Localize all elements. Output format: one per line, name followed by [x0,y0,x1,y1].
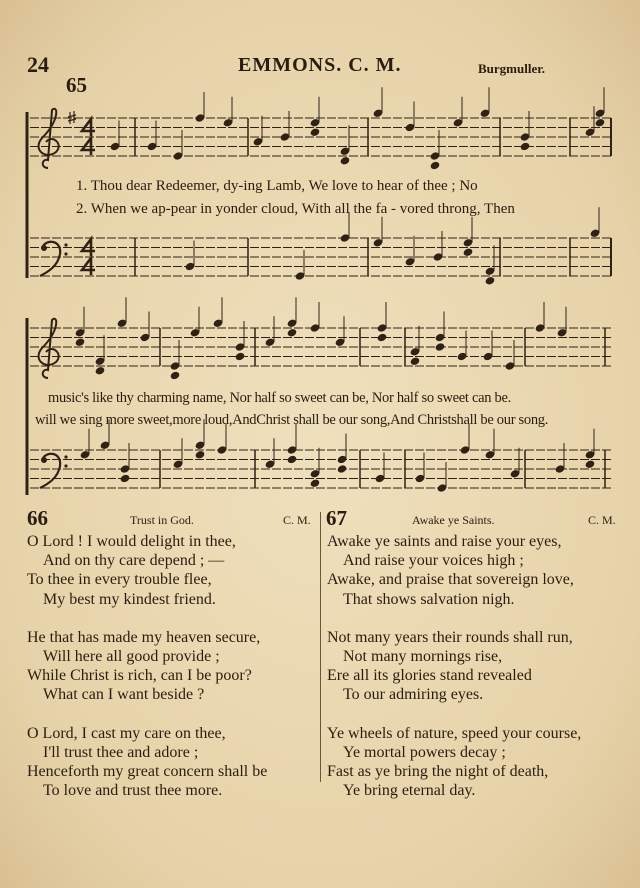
verse-line: Henceforth my great concern shall be [27,763,268,781]
verse-line: Not many mornings rise, [343,648,503,666]
note-head [309,478,320,488]
stanza [327,532,581,609]
note-head [74,337,85,347]
note-head [594,118,605,128]
verse-line: To love and trust thee more. [43,782,223,800]
stanza [27,628,267,705]
verse-line: To our admiring eyes. [343,686,484,704]
bass-clef-icon [64,455,67,458]
hymn-title: Awake ye Saints. [412,513,495,527]
verse-line: To thee in every trouble flee, [27,571,212,589]
note-head [336,464,347,474]
note-head [94,366,105,376]
stanza [327,628,581,705]
verse-line: While Christ is rich, can I be poor? [27,667,252,685]
verse-line: He that has made my heaven secure, [27,628,261,646]
note-head [286,455,297,465]
note-head [339,156,350,166]
hymn-number: 67 [326,506,347,530]
bass-clef-icon [64,243,67,246]
note-head [519,142,530,152]
lyric-verse1-line1: 1. Thou dear Redeemer, dy-ing Lamb, We love to hear of thee ; No [76,178,478,194]
note-head [234,352,245,362]
verse-line: That shows salvation nigh. [343,590,515,608]
verse-line: Awake ye saints and raise your eyes, [327,533,562,550]
note-head [194,450,205,460]
verse-line: O Lord, I cast my care on thee, [27,724,226,742]
lyric-verse2-line1: 2. When we ap-pear in yonder cloud, With all the fa - vored throng, Then [76,201,515,217]
verse-line: Ye bring eternal day. [343,782,476,800]
hymn-title: Trust in God. [130,513,194,527]
note-head [429,161,440,171]
note-head [484,276,495,286]
lyric-verse1-line2: music's like thy charming name, Nor half so sweet can be, Nor half so sweet can be. [48,390,511,406]
bass-clef-icon [41,245,47,251]
note-head [309,127,320,137]
bass-clef-icon [64,252,67,255]
bass-clef-icon [64,464,67,467]
page-number: 24 [27,52,49,77]
hymn-meter: C. M. [588,513,616,527]
stanza [27,532,267,609]
note-head [434,342,445,352]
note-head [119,474,130,484]
bass-clef-icon [41,457,47,463]
column-divider [320,512,321,782]
lyric-verse2-line2: will we sing more sweet,more loud,AndChrist shall be our song,And Christshall be our song. [35,412,549,428]
hymn-number: 66 [27,506,48,530]
hymn-66-text [27,532,267,800]
verse-line: O Lord ! I would delight in thee, [27,533,236,550]
hymn-67-text [327,532,581,800]
stanza [327,724,581,801]
verse-line: Not many years their rounds shall run, [327,628,573,646]
verse-line: Awake, and praise that sovereign love, [327,571,574,589]
verse-line: Ye wheels of nature, speed your course, [327,724,582,742]
tune-number: 65 [66,73,87,97]
stanza [27,724,267,801]
hymn-meter: C. M. [283,513,311,527]
verse-line: Will here all good provide ; [43,648,220,666]
note-head [286,328,297,338]
note-head [584,459,595,469]
verse-line: Ye mortal powers decay ; [343,743,506,761]
verse-line: What can I want beside ? [43,686,205,704]
note-head [462,247,473,257]
verse-line: Fast as ye bring the night of death, [327,763,549,781]
verse-line: And raise your voices high ; [343,552,524,570]
verse-line: My best my kindest friend. [43,590,216,608]
verse-line: And on thy care depend ; — [43,552,225,570]
verse-line: Ere all its glories stand revealed [327,667,532,685]
verse-line: I'll trust thee and adore ; [43,743,199,761]
composer: Burgmuller. [478,61,546,76]
note-head [169,371,180,381]
tune-title: EMMONS. C. M. [238,54,402,76]
note-head [376,333,387,343]
note-head [409,356,420,366]
